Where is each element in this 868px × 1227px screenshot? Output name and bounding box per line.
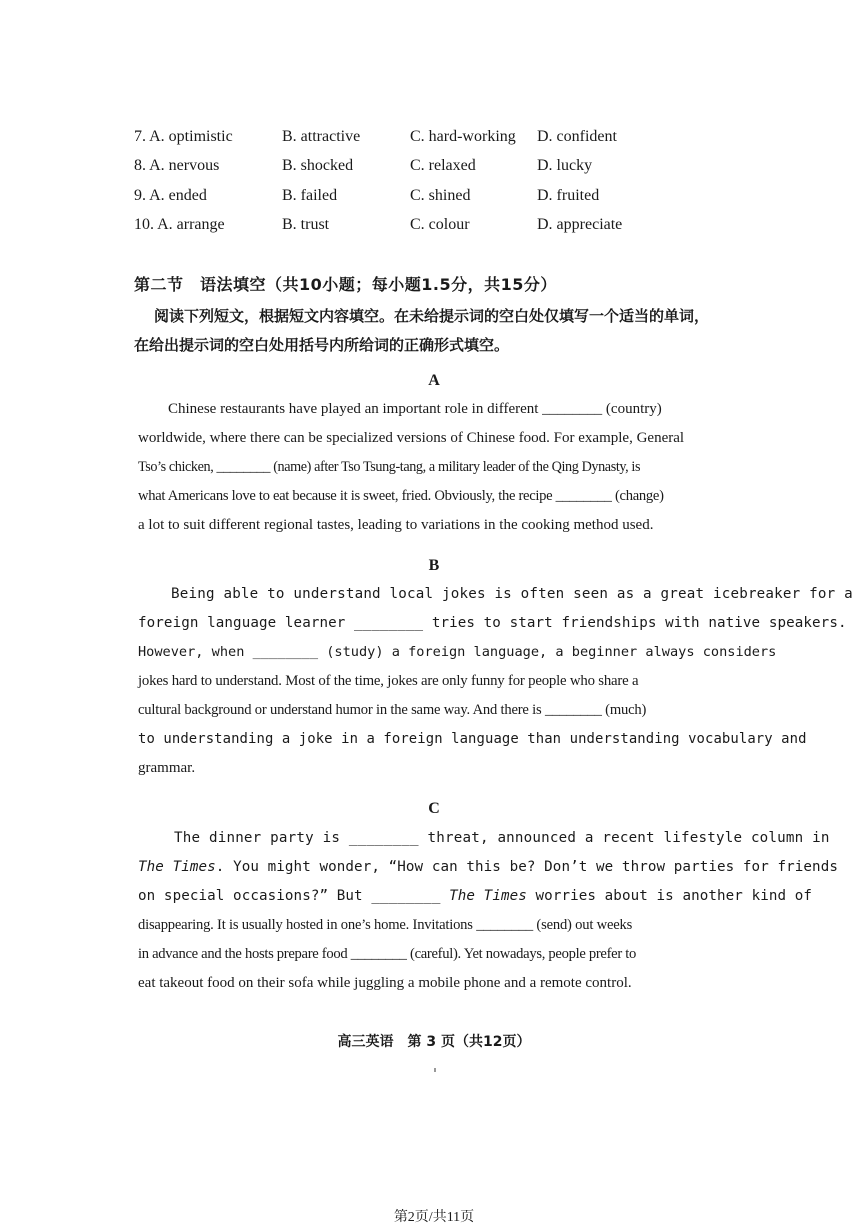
- passage-line: The dinner party is ________ threat, announced a recent lifestyle column in: [174, 830, 830, 846]
- line-text: . You might wonder, “How can this be? Don’t we throw parties for friends: [215, 859, 838, 875]
- option-d: D. fruited: [537, 186, 600, 204]
- passage-line: eat takeout food on their sofa while juggling a mobile phone and a remote control.: [138, 975, 632, 991]
- passage-line: Being able to understand local jokes is often seen as a great icebreaker for a: [171, 586, 853, 602]
- newspaper-title: The Times: [138, 859, 216, 875]
- page-footer: 高三英语 第 3 页（共12页）: [337, 1034, 531, 1050]
- option-b: B. trust: [282, 216, 330, 234]
- option-row: [134, 211, 694, 241]
- option-d: D. lucky: [537, 157, 593, 175]
- option-a: 7. A. optimistic: [134, 127, 233, 145]
- scan-speck: [434, 1068, 436, 1072]
- option-c: C. relaxed: [410, 157, 476, 175]
- passage-line: cultural background or understand humor in the same way. And there is ________ (much): [138, 702, 647, 718]
- option-d: D. confident: [537, 127, 617, 145]
- passage-b-letter: B: [428, 557, 440, 574]
- option-a: 8. A. nervous: [134, 157, 220, 175]
- option-row: [134, 122, 694, 152]
- answer-options: [134, 122, 694, 240]
- option-a: 9. A. ended: [134, 186, 207, 204]
- option-b: B. failed: [282, 186, 338, 204]
- option-c: C. colour: [410, 216, 470, 234]
- passage-line: to understanding a joke in a foreign language than understanding vocabulary and: [138, 731, 807, 747]
- line-text: on special occasions?” But ________: [138, 888, 450, 904]
- passage-line: foreign language learner ________ tries to start friendships with native speakers.: [138, 615, 847, 631]
- section-instructions: [134, 302, 734, 360]
- passage-line: Tso’s chicken, ________ (name) after Tso Tsung-tang, a military leader of the Qing Dynasty, is: [138, 459, 641, 475]
- passage-line: grammar.: [138, 760, 196, 776]
- passage-line: jokes hard to understand. Most of the time, jokes are only funny for people who share a: [138, 673, 639, 689]
- option-row: [134, 181, 694, 211]
- option-a: 10. A. arrange: [134, 216, 225, 234]
- passage-b: [138, 586, 853, 786]
- option-b: B. attractive: [282, 127, 361, 145]
- passage-line: a lot to suit different regional tastes, leading to variations in the cooking method used.: [138, 517, 654, 533]
- passage-line: Chinese restaurants have played an important role in different ________ (country): [168, 401, 662, 417]
- option-d: D. appreciate: [537, 216, 623, 234]
- section-title: 第二节 语法填空（共10小题；每小题1.5分，共15分）: [134, 275, 557, 294]
- passage-c: [138, 830, 838, 1010]
- line-text: worries about is another kind of: [526, 888, 813, 904]
- passage-line: [138, 888, 812, 904]
- passage-line: worldwide, where there can be specialized versions of Chinese food. For example, General: [138, 430, 685, 446]
- instruction-line: 阅读下列短文，根据短文内容填空。在未给提示词的空白处仅填写一个适当的单词，: [154, 307, 710, 325]
- option-c: C. hard-working: [410, 127, 516, 145]
- page-number: 第2页/共11页: [393, 1210, 475, 1225]
- newspaper-title: The Times: [449, 888, 527, 904]
- passage-c-letter: C: [428, 800, 440, 817]
- passage-a: [138, 401, 723, 551]
- passage-line: in advance and the hosts prepare food ________ (careful). Yet nowadays, people prefer to: [138, 946, 636, 962]
- passage-line: disappearing. It is usually hosted in one’s home. Invitations ________ (send) out weeks: [138, 917, 633, 933]
- instruction-line: 在给出提示词的空白处用括号内所给词的正确形式填空。: [134, 336, 510, 354]
- option-row: [134, 152, 694, 182]
- passage-line: However, when ________ (study) a foreign language, a beginner always considers: [138, 644, 777, 660]
- passage-line: [138, 859, 838, 875]
- passage-line: what Americans love to eat because it is sweet, fried. Obviously, the recipe ________ (change): [138, 488, 664, 504]
- option-b: B. shocked: [282, 157, 354, 175]
- option-c: C. shined: [410, 186, 471, 204]
- passage-a-letter: A: [428, 372, 440, 389]
